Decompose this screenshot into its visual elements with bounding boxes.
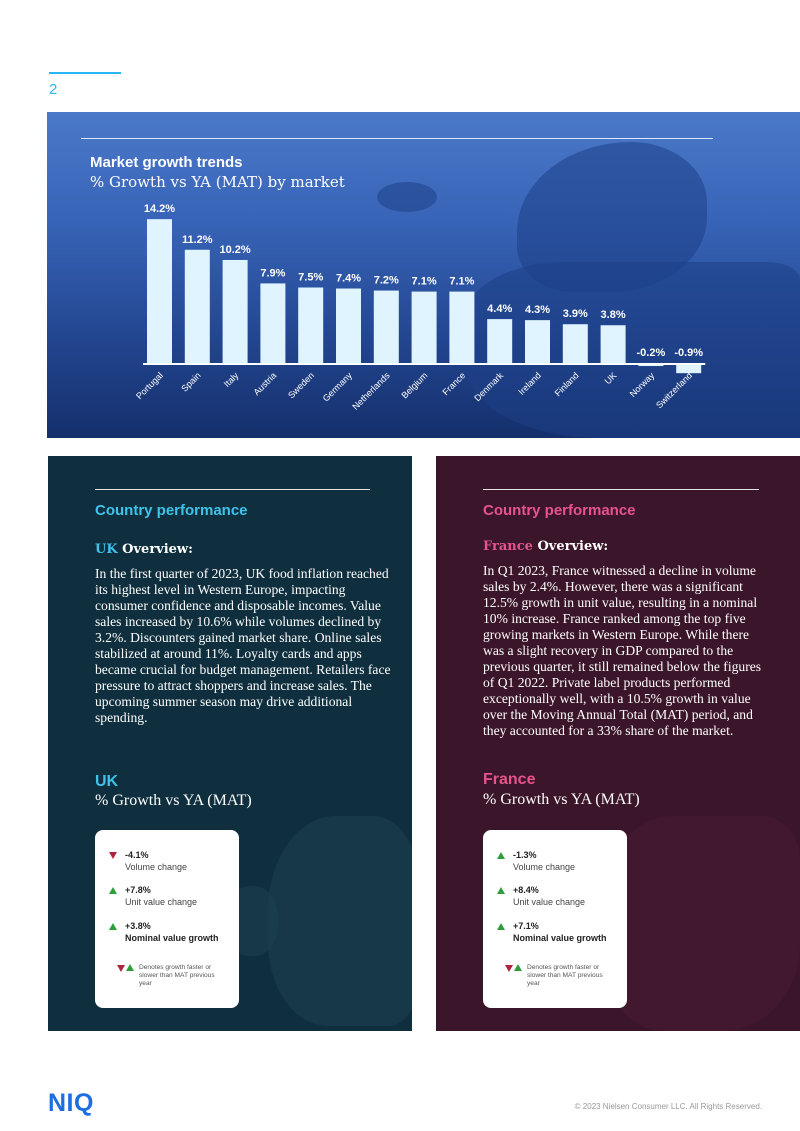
bar-value-label: 7.4% bbox=[335, 272, 362, 285]
uk-panel bbox=[48, 456, 412, 1031]
category-label: Italy bbox=[221, 370, 241, 390]
chart-title: Market growth trends bbox=[90, 154, 243, 171]
category-label: Ireland bbox=[516, 370, 543, 397]
bar-uk bbox=[601, 325, 626, 364]
bar-value-label: 7.1% bbox=[449, 275, 475, 288]
category-label: Germany bbox=[320, 370, 354, 404]
uk-overview-heading: UK Overview: bbox=[95, 542, 193, 557]
category-label: UK bbox=[602, 370, 619, 387]
niq-logo: NIQ bbox=[48, 1089, 94, 1117]
bar-value-label: 14.2% bbox=[143, 203, 176, 216]
bar-germany bbox=[336, 289, 361, 364]
market-growth-panel bbox=[47, 112, 800, 438]
bar-france bbox=[449, 292, 474, 364]
category-label: Austria bbox=[251, 370, 279, 398]
france-overview-text: In Q1 2023, France witnessed a decline in volume sales by 2.4%. However, there was a significant 12.5% growth in unit value, resulting in a nominal 10% increase. France ranked among the top five growing markets in Western Europe. While there was a slight recovery in GDP compared to the previous quarter, it still remained below the figures of Q1 2022. Private label products performed exceptionally well, with a 10.5% growth in value over the Moving Annual Total (MAT) period, and they accounted for a 33% share of the market. bbox=[483, 563, 762, 738]
uk-growth-subtitle: % Growth vs YA (MAT) bbox=[95, 792, 252, 809]
france-panel bbox=[436, 456, 800, 1031]
legend-down-icon bbox=[117, 965, 125, 972]
bar-finland bbox=[563, 324, 588, 364]
category-label: France bbox=[440, 370, 468, 398]
bar-value-label: 3.9% bbox=[562, 308, 588, 321]
page-rule bbox=[49, 72, 121, 74]
france-stat-card: -1.3% Volume change +8.4% Unit value change +7.1% Nominal value growth Denotes growth faster or slower than MAT previous year bbox=[483, 830, 627, 1008]
uk-legend-icons bbox=[117, 964, 135, 974]
bar-value-label: 7.9% bbox=[260, 267, 286, 280]
category-label: Finland bbox=[552, 370, 581, 399]
category-label: Norway bbox=[627, 370, 657, 399]
trend-up-icon bbox=[497, 852, 505, 859]
chart-subtitle: % Growth vs YA (MAT) by market bbox=[90, 173, 345, 191]
copyright-text: © 2023 Nielsen Consumer LLC. All Rights Reserved. bbox=[574, 1102, 762, 1111]
bar-austria bbox=[260, 283, 285, 364]
uk-section-heading: Country performance bbox=[95, 502, 248, 519]
category-label: Netherlands bbox=[350, 370, 392, 412]
market-growth-bar-chart bbox=[47, 112, 800, 438]
france-growth-subtitle: % Growth vs YA (MAT) bbox=[483, 791, 640, 808]
bar-value-label: 7.1% bbox=[411, 275, 437, 288]
category-label: Switzerland bbox=[654, 370, 695, 411]
france-legend-icons bbox=[505, 964, 523, 974]
legend-down-icon bbox=[505, 965, 513, 972]
trend-up-icon bbox=[109, 887, 117, 894]
trend-up-icon bbox=[497, 887, 505, 894]
france-legend-text: Denotes growth faster or slower than MAT previous year bbox=[527, 964, 603, 987]
bar-value-label: -0.9% bbox=[674, 347, 704, 359]
bar-ireland bbox=[525, 320, 550, 364]
bar-value-label: 3.8% bbox=[600, 309, 626, 322]
bar-value-label: 10.2% bbox=[219, 243, 251, 256]
bar-netherlands bbox=[374, 291, 399, 364]
france-section-heading: Country performance bbox=[483, 502, 636, 519]
france-panel-rule bbox=[483, 489, 759, 490]
bar-spain bbox=[185, 250, 210, 364]
trend-down-icon bbox=[109, 852, 117, 859]
france-overview-heading: France Overview: bbox=[483, 539, 609, 554]
uk-growth-title: UK bbox=[95, 773, 119, 790]
bar-portugal bbox=[147, 219, 172, 364]
bar-value-label: 4.4% bbox=[487, 303, 513, 316]
bar-belgium bbox=[412, 292, 437, 364]
legend-up-icon bbox=[126, 964, 134, 971]
bar-value-label: 11.2% bbox=[182, 233, 213, 246]
bar-value-label: 7.2% bbox=[373, 274, 399, 287]
bar-italy bbox=[223, 260, 248, 364]
trend-up-icon bbox=[109, 923, 117, 930]
uk-overview-text: In the first quarter of 2023, UK food inflation reached its highest level in Western Europe, impacting consumer confidence and disposable incomes. Value sales increased by 10.6% while volumes declined by 3.2%. Discounters gained market share. Online sales stabilized at around 11%. Loyalty cards and apps became crucial for budget management. Retailers face pressure to attract shoppers and increase sales. The upcoming summer season may drive additional spending. bbox=[95, 566, 391, 725]
bar-value-label: 4.3% bbox=[524, 304, 551, 317]
legend-up-icon bbox=[514, 964, 522, 971]
category-label: Denmark bbox=[472, 370, 506, 404]
uk-map-silhouette bbox=[268, 816, 412, 1026]
page-number: 2 bbox=[49, 81, 58, 98]
uk-legend-text: Denotes growth faster or slower than MAT previous year bbox=[139, 964, 215, 987]
trend-up-icon bbox=[497, 923, 505, 930]
bar-sweden bbox=[298, 288, 323, 365]
category-label: Portugal bbox=[134, 370, 165, 402]
bar-denmark bbox=[487, 319, 512, 364]
bar-value-label: -0.2% bbox=[636, 347, 666, 359]
uk-stat-card: -4.1% Volume change +7.8% Unit value change +3.8% Nominal value growth Denotes growth faster or slower than MAT previous year bbox=[95, 830, 239, 1008]
france-growth-title: France bbox=[483, 771, 536, 788]
uk-panel-rule bbox=[95, 489, 370, 490]
category-label: Spain bbox=[179, 370, 203, 394]
bar-value-label: 7.5% bbox=[298, 271, 324, 284]
category-label: Sweden bbox=[286, 370, 317, 401]
category-label: Belgium bbox=[399, 370, 430, 401]
bar-switzerland bbox=[676, 364, 701, 373]
france-map-silhouette bbox=[606, 816, 800, 1031]
